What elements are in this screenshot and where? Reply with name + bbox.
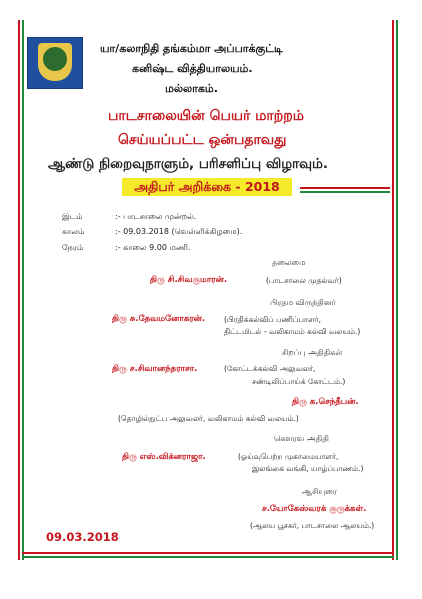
honor-guest-detail1: (ஓய்வுபெற்ற முகாமையாளர், xyxy=(238,452,339,461)
school-logo xyxy=(27,37,83,89)
school-name-line1: யா/கலாநிதி தங்கம்மா அப்பாக்குட்டி xyxy=(100,42,283,55)
left-stripe-green xyxy=(22,20,24,560)
event-title-line3: ஆண்டு நிறைவுநாளும், பரிசளிப்பு விழாவும். xyxy=(48,156,329,172)
school-name-line2: கனிஷ்ட வித்தியாலயம். xyxy=(132,62,253,75)
time-value: :- காலை 9.00 மணி. xyxy=(115,243,191,252)
chair-name: திரு சி.சிவகுமாரன். xyxy=(150,275,228,285)
special-guest2-name: திரு க.செந்தீபன். xyxy=(292,397,359,407)
date-label: காலம் xyxy=(62,227,85,236)
special-guest1-name: திரு ச.சிவானந்தராசா. xyxy=(112,364,198,374)
chair-role: தலைமை xyxy=(272,258,306,267)
place-value: :- பாடசாலை முன்றல். xyxy=(115,212,197,221)
divider-red xyxy=(300,187,390,189)
chief-guest-detail1: (பிரதிக்கல்விப் பணிப்பாளர், xyxy=(224,315,321,324)
honor-guest-name: திரு எஸ்.விக்னராஜா. xyxy=(122,452,206,462)
right-stripe-green xyxy=(396,20,398,560)
chief-guest-name: திரு சு.தேவமனோகரன். xyxy=(112,314,206,324)
bottom-green xyxy=(22,556,394,558)
right-stripe-red xyxy=(392,20,394,560)
divider-green xyxy=(300,191,390,193)
report-banner: அதிபர் அறிக்கை - 2018 xyxy=(122,178,292,196)
chief-guest-detail2: திட்டமிடல் - வலிகாமம் கல்வி வலயம்.) xyxy=(224,327,361,336)
bottom-red xyxy=(22,552,394,554)
blessing-detail: (ஆலய பூசகர், பாடசாலை ஆலயம்.) xyxy=(250,521,375,530)
honor-guest-detail2: இலங்கை வங்கி, யாழ்ப்பாணம்.) xyxy=(252,464,364,473)
special-guest1-detail2: சண்டிலிப்பாய்க் கோட்டம்.) xyxy=(252,377,346,386)
chief-guest-role: பிரதம விருந்தினர் xyxy=(270,298,336,307)
left-stripe-red xyxy=(18,20,20,560)
time-label: நேரம் xyxy=(62,243,84,252)
event-title-line1: பாடசாலையின் பெயர் மாற்றம் xyxy=(108,108,305,124)
honor-guest-role: கௌரவ அதிதி xyxy=(274,434,329,443)
event-title-line2: செய்யப்பட்ட ஒன்பதாவது xyxy=(118,132,287,148)
special-guest1-detail1: (கோட்டக்கல்வி அலுவலர், xyxy=(224,364,316,373)
blessing-role: ஆசியுரை xyxy=(302,487,337,496)
blessing-name: ச.யோகேஸ்வரக் குருக்கள். xyxy=(262,504,367,514)
chair-detail: (பாடசாலை முதல்வர்) xyxy=(266,276,342,285)
special-guest2-detail: (தொழில்நுட்ப அலுவலர், வலிகாமம் கல்வி வலயம்.) xyxy=(118,414,299,423)
logo-emblem-icon xyxy=(43,47,67,71)
place-label: இடம் xyxy=(62,212,83,221)
footer-date: 09.03.2018 xyxy=(46,530,119,544)
date-value: :- 09.03.2018 (வெள்ளிக்கிழமை). xyxy=(115,227,243,236)
logo-shield-icon xyxy=(38,43,72,81)
school-name-line3: மல்லாகம். xyxy=(165,82,218,95)
special-guests-role: சிறப்பு அதிதிகள் xyxy=(282,348,343,357)
